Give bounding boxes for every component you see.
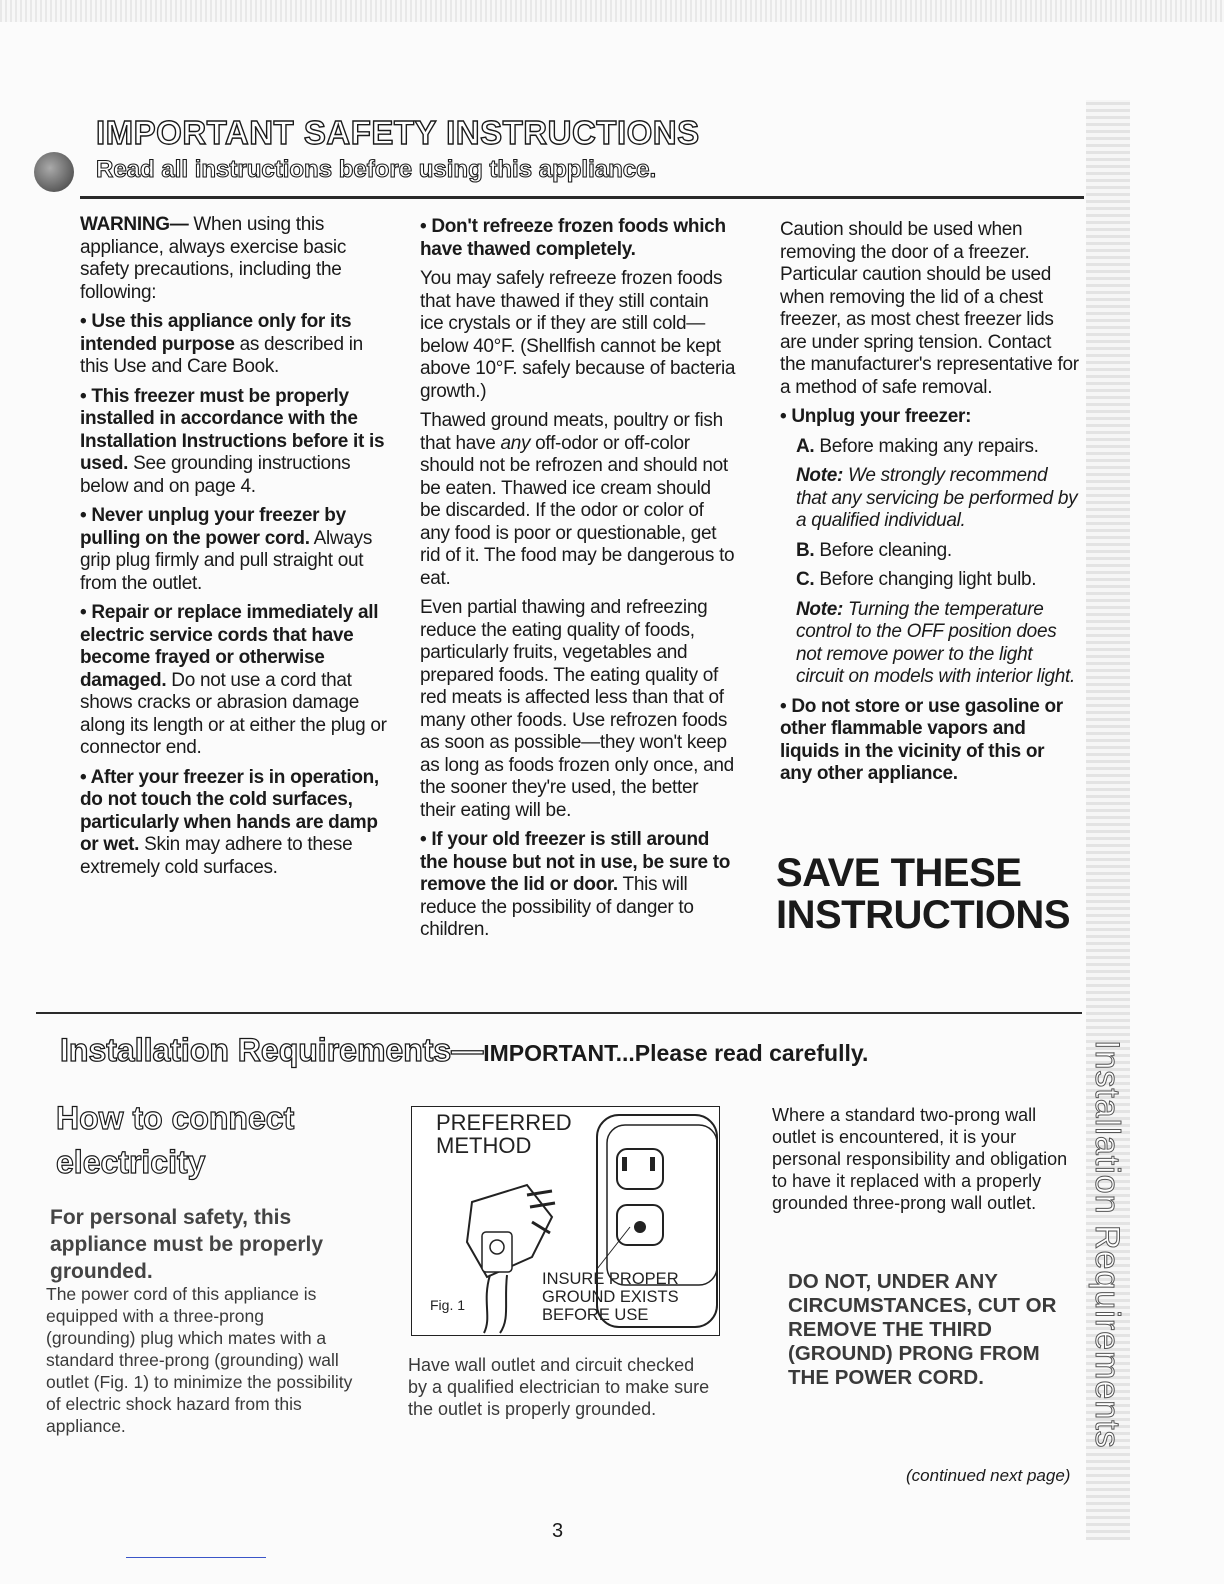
bullet-text: Do not use a cord that shows cracks or abrasion damage along its length or at either the plug or connector end. [80,669,387,758]
side-tab-label: Installation Requirements [1088,1040,1126,1449]
bullet-text: as described in this Use and Care Book. [80,333,363,377]
warning-label: WARNING— [80,214,189,235]
caution-paragraph: Caution should be used when removing the door of a freezer. Particular caution should be used when removing the lid of a chest freezer, as most chest freezer lids are under spring tension. Contact the manufacturer's representative for a method of safe removal. [780,219,1079,398]
note-label: Note: [796,598,844,620]
connect-line-1: How to connect [56,1100,295,1136]
bullet-text: See grounding instructions below and on page 4. [80,453,351,497]
save-instructions-heading [776,852,1070,936]
item-text: Before cleaning. [814,539,952,561]
figure-number: Fig. 1 [430,1297,466,1313]
item-text: Before making any repairs. [814,435,1039,457]
installation-title-note: IMPORTANT...Please read carefully. [483,1040,869,1066]
section-rule [36,1012,1082,1014]
bullet-power-cord: • Never unplug your freezer by pulling on the power cord. [80,505,346,549]
heading-refreeze: • Don't refreeze frozen foods which have thawed completely. [420,216,726,260]
old-freezer-text: This will reduce the possibility of danger to children. [420,874,694,940]
bullet-intended-purpose: • Use this appliance only for its intended purpose [80,311,352,355]
item-label: C. [796,569,815,590]
connect-line-2: electricity [56,1144,206,1180]
grounding-paragraph: The power cord of this appliance is equipped with a three-prong (grounding) plug which mates with a standard three-prong (grounding) wall outlet (Fig. 1) to minimize the possibility of electric shock hazard from this appliance. [46,1284,353,1436]
note-text: Turning the temperature control to the OFF position does not remove power to the light circuit on models with interior light. [796,598,1075,687]
bullet-text: Skin may adhere to these extremely cold surfaces. [80,834,353,878]
connect-heading [56,1096,294,1184]
power-cord [484,1275,490,1333]
page-title: IMPORTANT SAFETY INSTRUCTIONS [96,114,700,151]
header-rule [80,196,1084,199]
figure-caption: INSURE PROPER GROUND EXISTS BEFORE USE [542,1270,679,1324]
bullet-installed-properly: • This freezer must be properly installed in accordance with the Installation Instructions before it is used. [80,385,385,474]
personal-safety-heading: For personal safety, this appliance must be properly grounded. [50,1206,324,1283]
thawed-text: Thawed ground meats, poultry or fish that have [420,410,723,454]
section-bullet-icon [34,152,74,192]
bullet-text: Always grip plug firmly and pull straight out from the outlet. [80,527,373,594]
item-label: B. [796,539,815,561]
bullet-cold-surfaces: • After your freezer is in operation, do not touch the cold surfaces, particularly when hands are damp or wet. [80,766,379,855]
figure-title: PREFERRED METHOD [436,1110,572,1158]
figure-note: Have wall outlet and circuit checked by a qualified electrician to make sure the outlet is properly grounded. [408,1355,710,1419]
heading-gasoline: • Do not store or use gasoline or other flammable vapors and liquids in the vicinity of this or any other appliance. [780,695,1063,784]
ground-prong-warning: DO NOT, UNDER ANY CIRCUMSTANCES, CUT OR REMOVE THE THIRD (GROUND) PRONG FROM THE POWER CORD. [788,1270,1057,1389]
warning-text: When using this appliance, always exercise basic safety precautions, including the following: [80,214,347,303]
page-number: 3 [552,1520,564,1542]
note-text: We strongly recommend that any servicing be performed by a qualified individual. [796,465,1078,531]
safety-column-1 [80,214,392,886]
bottom-edge-mark [126,1557,266,1558]
save-line-2: INSTRUCTIONS [776,893,1070,937]
two-prong-paragraph: Where a standard two-prong wall outlet is encountered, it is your personal responsibility and obligation to have it replaced with a properly grounded three-prong wall outlet. [772,1105,1068,1213]
figure-preferred-method [411,1106,720,1336]
installation-title-main: Installation Requirements— [60,1032,484,1068]
installation-title [60,1032,868,1069]
bullet-repair-cords: • Repair or replace immediately all electric service cords that have become frayed or otherwise damaged. [80,602,379,691]
continued-note: (continued next page) [906,1466,1071,1485]
safety-column-3 [780,219,1080,793]
note-label: Note: [796,465,844,486]
item-label: A. [796,435,815,457]
scan-top-edge [0,0,1224,22]
safety-column-2 [420,216,736,949]
heading-old-freezer: • If your old freezer is still around the house but not in use, be sure to remove the lid or door. [420,829,731,895]
save-line-1: SAVE THESE [776,851,1022,895]
thawed-emphasis: any [500,432,531,454]
item-text: Before changing light bulb. [814,569,1037,590]
page-subtitle: Read all instructions before using this appliance. [96,156,657,183]
refreeze-paragraph: You may safely refreeze frozen foods that have thawed if they still contain ice crystals or if they are still cold—below 40°F. (Shellfish cannot be kept above 10°F. safely because of bacteria growth.) [420,268,736,402]
thawed-text: off-odor or off-color should not be refrozen and should not be eaten. Thawed ice cream should be discarded. If the odor or color of any food is poor or questionable, get rid of it. The food may be dangerous to eat. [420,432,735,589]
quality-paragraph: Even partial thawing and refreezing reduce the eating quality of foods, particularly fruits, vegetables and prepared foods. The eating quality of red meats is affected less than that of many other foods. Use refrozen foods as soon as possible—they won't keep as long as foods frozen only once, and the sooner they're used, the better their eating will be. [420,597,734,821]
heading-unplug: • Unplug your freezer: [780,406,972,427]
